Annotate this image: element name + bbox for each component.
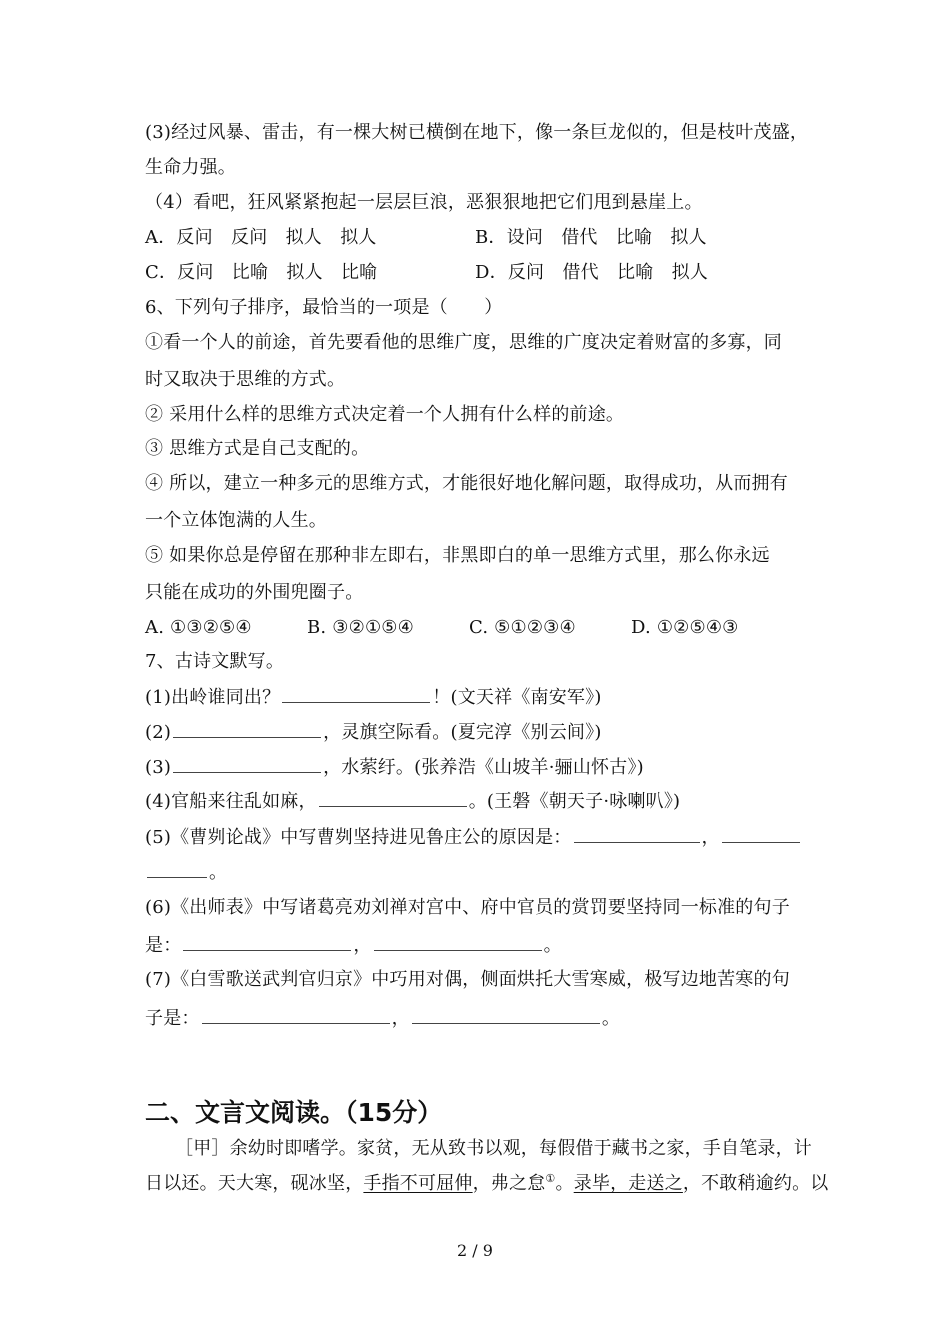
q7-item-2: (2) ，灵旗空际看。(夏完淳《别云间》) bbox=[145, 719, 810, 745]
q7-item-7-line2: 子是： ， 。 bbox=[145, 1005, 810, 1031]
q7-blank-1[interactable] bbox=[282, 684, 430, 703]
underlined-phrase-1: 手指不可屈伸 bbox=[363, 1173, 473, 1194]
footnote-marker: ① bbox=[545, 1172, 556, 1185]
q7-blank-5b[interactable] bbox=[722, 824, 800, 843]
q5-item3-line1: (3)经过风暴、雷击，有一棵大树已横倒在地下，像一条巨龙似的，但是枝叶茂盛， bbox=[145, 122, 809, 143]
q5-option-b[interactable]: B．设问 借代 比喻 拟人 bbox=[475, 227, 707, 248]
q6-sentence-5-line1: ⑤ 如果你总是停留在那种非左即右，非黑即白的单一思维方式里，那么你永远 bbox=[145, 545, 770, 566]
q5-options-row2 bbox=[145, 261, 810, 285]
q6-option-b[interactable]: B. ③②①⑤④ bbox=[307, 617, 414, 638]
q7-blank-5a[interactable] bbox=[574, 824, 700, 843]
q7-blank-4[interactable] bbox=[319, 788, 467, 807]
q5-item4: （4）看吧，狂风紧紧抱起一层层巨浪，恶狠狠地把它们甩到悬崖上。 bbox=[145, 192, 703, 213]
q6-sentence-5-line2: 只能在成功的外围兜圈子。 bbox=[145, 582, 364, 603]
q5-option-d[interactable]: D．反问 借代 比喻 拟人 bbox=[475, 262, 709, 283]
q7-blank-7a[interactable] bbox=[202, 1005, 390, 1024]
q6-sentence-4-line2: 一个立体饱满的人生。 bbox=[145, 510, 327, 531]
q7-item-3: (3) ，水萦纡。(张养浩《山坡羊·骊山怀古》) bbox=[145, 754, 810, 780]
q5-options-row1 bbox=[145, 226, 810, 250]
q6-option-a[interactable]: A. ①③②⑤④ bbox=[145, 617, 252, 638]
q6-stem: 6、下列句子排序，最恰当的一项是（ ） bbox=[145, 297, 503, 318]
q7-blank-6b[interactable] bbox=[374, 932, 542, 951]
q7-item-5-line1: (5)《曹刿论战》中写曹刿坚持进见鲁庄公的原因是： ， bbox=[145, 824, 810, 850]
q7-blank-7b[interactable] bbox=[412, 1005, 600, 1024]
q7-blank-3[interactable] bbox=[173, 754, 321, 773]
q6-option-c[interactable]: C. ⑤①②③④ bbox=[469, 617, 576, 638]
q7-blank-5b-cont[interactable] bbox=[147, 859, 207, 878]
q5-option-a[interactable]: A．反问 反问 拟人 拟人 bbox=[145, 227, 377, 248]
q6-sentence-2: ② 采用什么样的思维方式决定着一个人拥有什么样的前途。 bbox=[145, 404, 625, 425]
q7-blank-6a[interactable] bbox=[183, 932, 351, 951]
page-number: 2 / 9 bbox=[457, 1241, 493, 1260]
q6-option-d[interactable]: D. ①②⑤④③ bbox=[631, 617, 739, 638]
passage-line2: 日以还。天大寒，砚冰坚，手指不可屈伸，弗之怠①。录毕，走送之，不敢稍逾约。以 bbox=[145, 1172, 829, 1194]
q7-item-6-line1: (6)《出师表》中写诸葛亮劝刘禅对宫中、府中官员的赏罚要坚持同一标准的句子 bbox=[145, 897, 790, 918]
q5-item3-line2: 生命力强。 bbox=[145, 157, 236, 178]
passage-line1: ［甲］余幼时即嗜学。家贫，无从致书以观，每假借于藏书之家，手自笔录，计 bbox=[175, 1138, 812, 1159]
q6-sentence-4-line1: ④ 所以，建立一种多元的思维方式，才能很好地化解问题，取得成功，从而拥有 bbox=[145, 473, 788, 494]
q7-item-6-line2: 是： ， 。 bbox=[145, 932, 810, 958]
q7-stem: 7、古诗文默写。 bbox=[145, 651, 285, 672]
q6-sentence-1-line2: 时又取决于思维的方式。 bbox=[145, 369, 346, 390]
q5-option-c[interactable]: C．反问 比喻 拟人 比喻 bbox=[145, 262, 378, 283]
q6-sentence-3: ③ 思维方式是自己支配的。 bbox=[145, 438, 370, 459]
q7-item-7-line1: (7)《白雪歌送武判官归京》中巧用对偶，侧面烘托大雪寒威，极写边地苦寒的句 bbox=[145, 969, 790, 990]
q7-blank-2[interactable] bbox=[173, 719, 321, 738]
q6-options-row bbox=[145, 616, 810, 640]
q6-sentence-1-line1: ①看一个人的前途，首先要看他的思维广度，思维的广度决定着财富的多寡，同 bbox=[145, 332, 782, 353]
q7-item-1: (1)出岭谁同出？ ！(文天祥《南安军》) bbox=[145, 684, 810, 710]
underlined-phrase-2: 录毕，走送之 bbox=[573, 1173, 683, 1194]
section-heading: 二、文言文阅读。（15分） bbox=[145, 1098, 443, 1127]
q7-item-4: (4)官船来往乱如麻， 。(王磐《朝天子·咏喇叭》) bbox=[145, 788, 810, 814]
q7-item-5-line2: 。 bbox=[145, 859, 810, 885]
